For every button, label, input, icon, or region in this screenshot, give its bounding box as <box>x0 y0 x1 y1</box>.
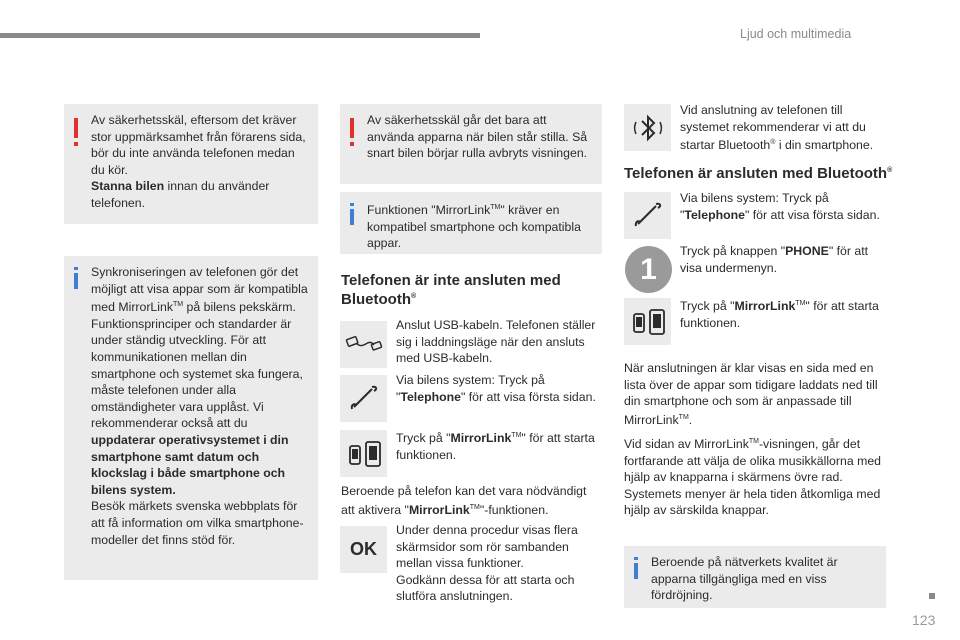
step-text-bold: MirrorLink <box>450 431 512 446</box>
section-title: Ljud och multimedia <box>740 27 852 41</box>
step-text-c: " för att visa undermenyn. <box>680 244 869 275</box>
step-number-badge: 1 <box>625 246 672 293</box>
bt-text-b: i din smartphone. <box>775 138 874 153</box>
step-text-c: " för att visa första sidan. <box>460 389 596 404</box>
warning-icon <box>350 118 354 138</box>
mirrorlink-icon <box>344 439 384 469</box>
info-box-network <box>624 546 886 608</box>
info-text-2: på bilens pekskärm. Funktionsprinciper och standarder är under ständig utveckling. För att kommunikationen mellan din smartphone och systemet ska fungera, måste telefonen under alla omständigheter vara upplåst. Vi rekommenderar också att du <box>91 300 303 431</box>
warning-tail: innan du använder telefonen. <box>91 179 270 210</box>
warning-box-stationary <box>340 104 602 184</box>
usb-cable-icon <box>344 331 384 359</box>
heading-line-1: Telefonen är inte ansluten med <box>341 272 561 289</box>
step-text-bold: PHONE <box>785 244 829 258</box>
bt-text-a: Vid anslutning av telefonen till systemet rekommenderar vi att du startar Bluetooth <box>680 103 866 153</box>
ok-icon: OK <box>350 539 377 559</box>
header-bar <box>0 33 480 38</box>
mirrorlink-icon-box <box>624 298 671 345</box>
phone-icon-box <box>340 375 387 422</box>
ok-icon-box <box>340 526 387 573</box>
warning-text: Av säkerhetsskäl går det bara att använda apparna när bilen står stilla. Så snart bilen börjar rulla avbryts visningen. <box>367 113 588 161</box>
tm-mark: TM <box>511 432 522 439</box>
para-text-b: -visningen, går det fortfarande att välja de olika musikkällorna med hjälp av knapparna i skärmens övre rad. Systemets menyer är hela tiden åtkomliga med hjälp av särskilda knappar. <box>624 437 881 518</box>
info-box-sync <box>64 256 318 580</box>
warning-icon <box>74 118 78 138</box>
info-text-1: Funktionen "MirrorLink <box>367 203 491 218</box>
warning-text: Av säkerhetsskäl, eftersom det kräver stor uppmärksamhet från förarens sida, bör du inte använda telefonen medan du kör. <box>91 113 306 177</box>
page-marker <box>929 593 935 599</box>
step-text-c: " för att visa första sidan. <box>744 207 880 222</box>
mirrorlink-icon <box>628 307 668 337</box>
para-text-c: . <box>688 412 693 427</box>
tm-mark: TM <box>490 204 501 211</box>
step-text-bold: Telephone <box>684 207 745 222</box>
para-text-a: När anslutningen är klar visas en sida med en lista över de appar som tidigare laddats ned till din smartphone och som är anpassade till MirrorLink <box>624 361 878 427</box>
warning-bold: Stanna bilen <box>91 179 165 194</box>
step-text-a: Tryck på " <box>680 299 735 314</box>
info-icon <box>634 557 638 560</box>
para-text-c: "-funktionen. <box>479 502 549 517</box>
step-text-a: Under denna procedur visas flera skärmsidor som rör sambanden mellan vissa funktioner. <box>396 523 578 571</box>
heading-text: Telefonen är ansluten med Bluetooth <box>624 165 888 182</box>
info-text: Beroende på nätverkets kvalitet är apparna tillgängliga med en viss fördröjning. <box>651 555 838 603</box>
reg-mark: ® <box>770 139 776 147</box>
info-icon <box>350 203 354 206</box>
phone-handset-icon <box>346 381 382 417</box>
para-text-a: Vid sidan av MirrorLink <box>624 437 749 452</box>
heading-not-connected <box>341 273 601 308</box>
reg-mark: ® <box>887 167 893 174</box>
step-phone-button <box>680 243 890 276</box>
heading-connected <box>624 163 894 182</box>
step-text-c: " för att starta funktionen. <box>396 431 595 462</box>
heading-line-2: Bluetooth <box>341 291 411 308</box>
step-text-bold: Telephone <box>400 389 461 404</box>
usb-cable-icon-box <box>340 321 387 368</box>
paragraph-activate <box>341 483 603 518</box>
tm-mark: TM <box>173 301 184 309</box>
paragraph-music-sources <box>624 434 890 519</box>
warning-box-driving <box>64 104 318 224</box>
bluetooth-icon-box <box>624 104 671 151</box>
bluetooth-icon <box>630 110 666 146</box>
paragraph-app-list <box>624 360 890 428</box>
info-box-mirrorlink <box>340 192 602 254</box>
phone-icon-box <box>624 192 671 239</box>
tm-mark: TM <box>678 413 689 421</box>
tm-mark: TM <box>748 438 759 445</box>
step-text-a: Tryck på " <box>396 431 451 446</box>
step-text-a: Tryck på knappen " <box>680 244 786 258</box>
step-usb: Anslut USB-kabeln. Telefonen ställer sig i laddningsläge när den ansluts med USB-kabeln. <box>396 318 596 366</box>
step-mirrorlink <box>396 428 602 463</box>
step-text-c: " för att starta funktionen. <box>680 299 879 330</box>
mirrorlink-icon-box <box>340 430 387 477</box>
reg-mark: ® <box>410 293 417 300</box>
bluetooth-tip <box>680 102 890 154</box>
info-icon <box>74 267 78 270</box>
para-text-bold: MirrorLink <box>408 502 470 517</box>
step-confirm <box>396 522 602 605</box>
phone-handset-icon <box>630 198 666 234</box>
step-text-a: Via bilens system: Tryck på " <box>396 373 545 404</box>
step-telephone <box>396 372 602 405</box>
info-text-1: Synkroniseringen av telefonen gör det möjligt att visa appar som är kompatibla med MirrorLink <box>91 265 308 315</box>
step-text-bold: MirrorLink <box>734 299 796 314</box>
page-number: 123 <box>912 612 936 628</box>
step-mirrorlink <box>680 296 890 331</box>
step-text-a: Via bilens system: Tryck på " <box>680 191 829 222</box>
tm-mark: TM <box>469 503 480 511</box>
info-text-3: Besök märkets svenska webbplats för att få information om vilka smartphone-modeller det finns stöd för. <box>91 499 304 547</box>
info-bold: uppdaterar operativsystemet i din smartphone samt datum och klockslag i både smartphone och bilens system. <box>91 433 289 497</box>
tm-mark: TM <box>795 300 806 307</box>
step-telephone <box>680 190 890 223</box>
info-text-2: " kräver en kompatibel smartphone och kompatibla appar. <box>367 203 581 251</box>
para-text-a: Beroende på telefon kan det vara nödvändigt att aktivera " <box>341 484 587 517</box>
step-text-b: Godkänn dessa för att starta och slutföra anslutningen. <box>396 572 575 604</box>
